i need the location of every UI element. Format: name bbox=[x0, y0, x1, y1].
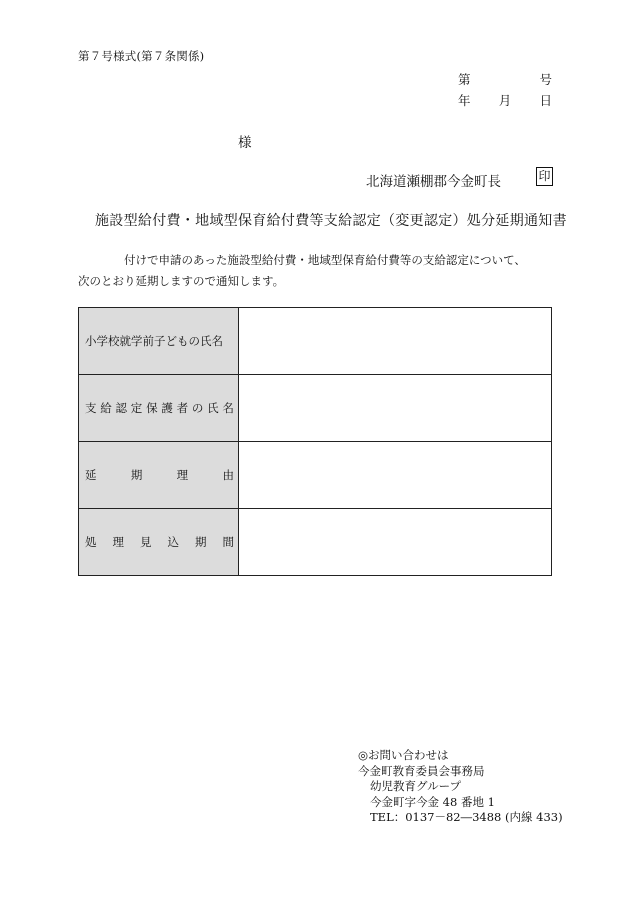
row-label-child-name bbox=[79, 308, 239, 375]
label-char: 名 bbox=[222, 401, 234, 415]
label-char: 支 bbox=[85, 401, 97, 415]
document-title: 施設型給付費・地域型保育給付費等支給認定（変更認定）処分延期通知書 bbox=[95, 213, 567, 229]
label-char: 間 bbox=[222, 535, 234, 549]
table-row bbox=[79, 308, 552, 375]
notice-form-table bbox=[78, 307, 552, 576]
date-day: 日 bbox=[539, 93, 552, 108]
delay-reason-field[interactable] bbox=[239, 442, 552, 509]
label-char: 給 bbox=[100, 401, 112, 415]
number-suffix: 号 bbox=[539, 72, 552, 87]
body-paragraph bbox=[78, 250, 558, 292]
table-row bbox=[79, 442, 552, 509]
label-char: 護 bbox=[161, 401, 173, 415]
body-line-1: 付けで申請のあった施設型給付費・地域型保育給付費等の支給認定について、 bbox=[124, 253, 526, 267]
label-char: 者 bbox=[176, 401, 189, 415]
label-char: 保 bbox=[146, 401, 158, 415]
row-label-delay-reason bbox=[79, 442, 239, 509]
label-char: の bbox=[191, 401, 204, 415]
label-char: 期 bbox=[195, 535, 207, 549]
date-year: 年 bbox=[458, 93, 471, 108]
label-char: 由 bbox=[222, 468, 234, 482]
seal-mark: 印 bbox=[536, 167, 553, 186]
contact-block bbox=[358, 748, 563, 826]
label-char: 延 bbox=[85, 468, 97, 482]
table-row bbox=[79, 375, 552, 442]
contact-tel: TEL：0137－82―3488 (内線 433) bbox=[370, 810, 563, 824]
row-label-guardian-name bbox=[79, 375, 239, 442]
contact-address: 今金町字今金 48 番地 1 bbox=[370, 794, 495, 809]
label-char: 見 bbox=[140, 535, 152, 549]
row-label-processing-period bbox=[79, 509, 239, 576]
processing-period-field[interactable] bbox=[239, 509, 552, 576]
guardian-name-field[interactable] bbox=[239, 375, 552, 442]
addressee-honorific: 様 bbox=[238, 135, 252, 151]
contact-department: 今金町教育委員会事務局 bbox=[358, 763, 485, 778]
contact-group: 幼児教育グループ bbox=[370, 779, 462, 793]
label-char: 込 bbox=[167, 535, 179, 549]
child-name-field[interactable] bbox=[239, 308, 552, 375]
contact-heading: ◎お問い合わせは bbox=[358, 748, 449, 762]
label-char: 期 bbox=[130, 468, 143, 482]
label-char: 処 bbox=[85, 535, 97, 549]
label-char: 氏 bbox=[207, 401, 219, 415]
label-char: 認 bbox=[115, 401, 128, 415]
label-text: 小学校就学前子どもの氏名 bbox=[85, 334, 223, 348]
label-char: 定 bbox=[130, 401, 143, 415]
issuer-name: 北海道瀬棚郡今金町長 bbox=[366, 174, 501, 190]
label-char: 理 bbox=[176, 468, 189, 482]
form-number: 第７号様式(第７条関係) bbox=[78, 49, 205, 63]
body-line-2: 次のとおり延期しますので通知します。 bbox=[78, 274, 285, 288]
label-char: 理 bbox=[112, 535, 124, 549]
number-prefix: 第 bbox=[458, 72, 471, 87]
table-row bbox=[79, 509, 552, 576]
date-line bbox=[458, 91, 552, 109]
document-number-line bbox=[458, 70, 552, 88]
date-month: 月 bbox=[498, 93, 512, 108]
